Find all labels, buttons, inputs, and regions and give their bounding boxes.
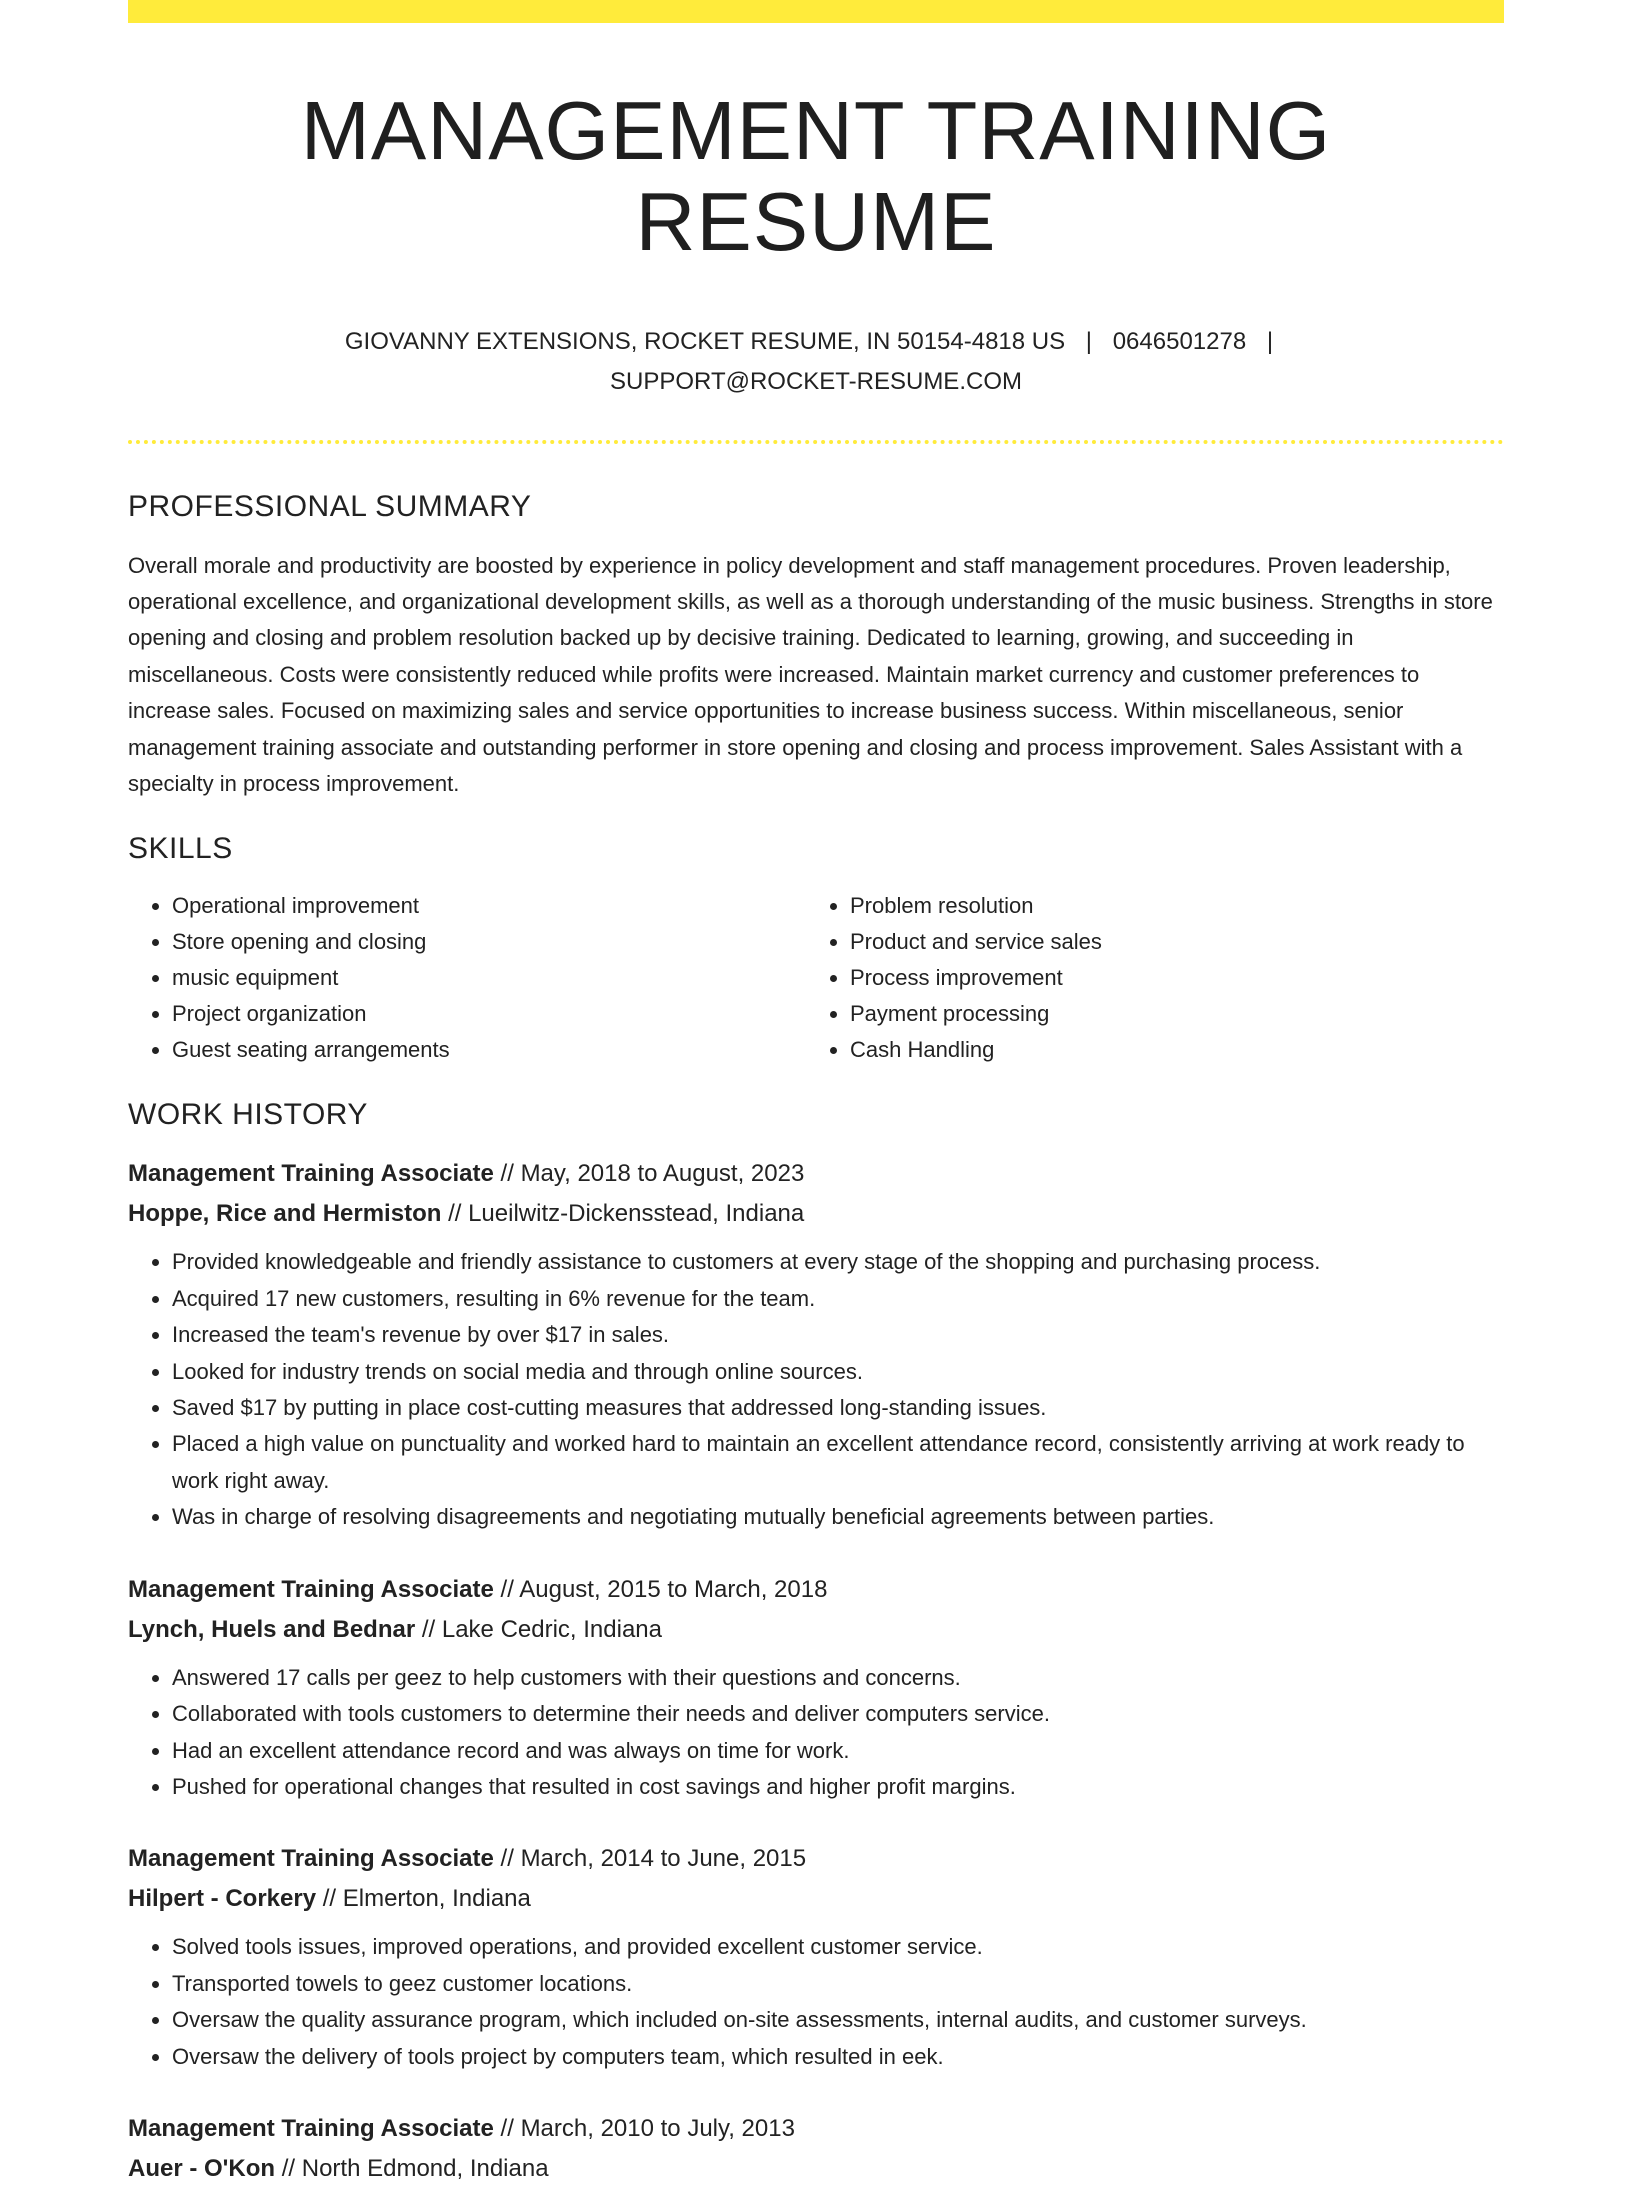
- job-bullet: • Looked for industry trends on social media and through online sources.: [172, 1354, 1504, 1390]
- job-bullet: • Placed a high value on punctuality and worked hard to maintain an excellent attendance record, consistently arriving at work ready to work right away.: [172, 1426, 1504, 1499]
- separator: //: [500, 1575, 514, 1603]
- job-company: Lynch, Huels and Bednar: [128, 1615, 416, 1643]
- job-bullets: [128, 1929, 1504, 2075]
- job-dates: March, 2014 to June, 2015: [520, 1845, 807, 1873]
- skills-grid: [128, 888, 1504, 1068]
- job-company: Hoppe, Rice and Hermiston: [128, 1200, 442, 1228]
- job-bullet: • Oversaw the quality assurance program, which included on-site assessments, internal audits, and customer surveys.: [172, 2002, 1504, 2038]
- skill-item: • Guest seating arrangements: [172, 1032, 806, 1068]
- separator: //: [281, 2154, 296, 2182]
- job-title-line: [128, 1570, 1504, 1610]
- job-bullet: • Acquired 17 new customers, resulting in 6% revenue for the team.: [172, 1281, 1504, 1317]
- job-bullet: • Collaborated with tools customers to determine their needs and deliver computers service.: [172, 1696, 1504, 1732]
- job-entry: [128, 1839, 1504, 2075]
- job-bullet: • Solved tools issues, improved operations, and provided excellent customer service.: [172, 1929, 1504, 1965]
- job-company-line: [128, 2149, 1504, 2189]
- job-bullets: [128, 1660, 1504, 1806]
- summary-text: Overall morale and productivity are boosted by experience in policy development and staff management procedures. Proven leadership, operational excellence, and organizational development skills, as well as a thorough understanding of the music business. Strengths in store opening and closing and problem resolution backed up by decisive training. Dedicated to learning, growing, and succeeding in miscellaneous. Costs were consistently reduced while profits were increased. Maintain market currency and customer preferences to increase sales. Focused on maximizing sales and service opportunities to increase business success. Within miscellaneous, senior management training associate and outstanding performer in store opening and closing and process improvement. Sales Assistant with a specialty in process improvement.: [128, 552, 1493, 797]
- job-dates: March, 2010 to July, 2013: [520, 2114, 795, 2142]
- job-dates: May, 2018 to August, 2023: [520, 1160, 805, 1188]
- skills-list-right: [806, 888, 1484, 1068]
- contact-address: GIOVANNY EXTENSIONS, ROCKET RESUME, IN 50154-4818 US: [344, 327, 1066, 355]
- job-title-line: [128, 1839, 1504, 1879]
- job-bullet: • Was in charge of resolving disagreements and negotiating mutually beneficial agreements between parties.: [172, 1499, 1504, 1535]
- job-company: Auer - O'Kon: [128, 2154, 276, 2182]
- skill-item: • Cash Handling: [850, 1032, 1484, 1068]
- skill-item: • Problem resolution: [850, 888, 1484, 924]
- job-entry: [128, 1570, 1504, 1806]
- job-bullet: • Increased the team's revenue by over $17 in sales.: [172, 1317, 1504, 1353]
- job-title: Management Training Associate: [128, 1575, 494, 1603]
- skill-item: • music equipment: [172, 960, 806, 996]
- separator: //: [500, 1160, 514, 1188]
- job-company: Hilpert - Corkery: [128, 1885, 317, 1913]
- job-title-line: [128, 1154, 1504, 1194]
- contact-email: SUPPORT@ROCKET-RESUME.COM: [610, 367, 1022, 395]
- job-dates: August, 2015 to March, 2018: [519, 1575, 828, 1603]
- work-history-heading: WORK HISTORY: [128, 1098, 368, 1132]
- job-entry: [128, 2109, 1504, 2189]
- job-bullet: • Answered 17 calls per geez to help customers with their questions and concerns.: [172, 1660, 1504, 1696]
- contact-separator: |: [1266, 327, 1274, 355]
- resume-title: MANAGEMENT TRAINING RESUME: [300, 84, 1332, 269]
- job-location: Elmerton, Indiana: [342, 1885, 531, 1913]
- skills-list-left: [128, 888, 806, 1068]
- contact-phone: 0646501278: [1112, 327, 1247, 355]
- resume-content: [128, 0, 1504, 2189]
- skill-item: • Payment processing: [850, 996, 1484, 1032]
- job-bullet: • Provided knowledgeable and friendly assistance to customers at every stage of the shopping and purchasing process.: [172, 1244, 1504, 1280]
- job-title: Management Training Associate: [128, 2114, 494, 2142]
- skill-item: • Operational improvement: [172, 888, 806, 924]
- contact-separator: |: [1085, 327, 1093, 355]
- job-company-line: [128, 1879, 1504, 1919]
- job-company-line: [128, 1610, 1504, 1650]
- job-bullet: • Oversaw the delivery of tools project by computers team, which resulted in eek.: [172, 2039, 1504, 2075]
- separator: //: [500, 2114, 514, 2142]
- skill-item: • Product and service sales: [850, 924, 1484, 960]
- job-bullet: • Pushed for operational changes that resulted in cost savings and higher profit margins.: [172, 1769, 1504, 1805]
- job-bullets: [128, 1244, 1504, 1535]
- job-company-line: [128, 1194, 1504, 1234]
- job-title-line: [128, 2109, 1504, 2149]
- skill-item: • Project organization: [172, 996, 806, 1032]
- job-location: Lake Cedric, Indiana: [441, 1615, 662, 1643]
- separator: //: [322, 1885, 337, 1913]
- summary-heading: PROFESSIONAL SUMMARY: [128, 489, 532, 523]
- separator: //: [421, 1615, 436, 1643]
- job-title: Management Training Associate: [128, 1160, 494, 1188]
- top-accent-bar: [128, 0, 1504, 23]
- job-title: Management Training Associate: [128, 1845, 494, 1873]
- skills-heading: SKILLS: [128, 832, 233, 866]
- job-entry: [128, 1154, 1504, 1535]
- job-location: North Edmond, Indiana: [301, 2154, 549, 2182]
- job-bullet: • Saved $17 by putting in place cost-cutting measures that addressed long-standing issues.: [172, 1390, 1504, 1426]
- skill-item: • Process improvement: [850, 960, 1484, 996]
- dotted-divider: [128, 440, 1504, 444]
- separator: //: [500, 1845, 514, 1873]
- contact-info: [128, 322, 1504, 402]
- job-bullet: • Had an excellent attendance record and was always on time for work.: [172, 1733, 1504, 1769]
- skill-item: • Store opening and closing: [172, 924, 806, 960]
- job-bullet: • Transported towels to geez customer locations.: [172, 1966, 1504, 2002]
- job-location: Lueilwitz-Dickensstead, Indiana: [468, 1200, 805, 1228]
- separator: //: [448, 1200, 462, 1228]
